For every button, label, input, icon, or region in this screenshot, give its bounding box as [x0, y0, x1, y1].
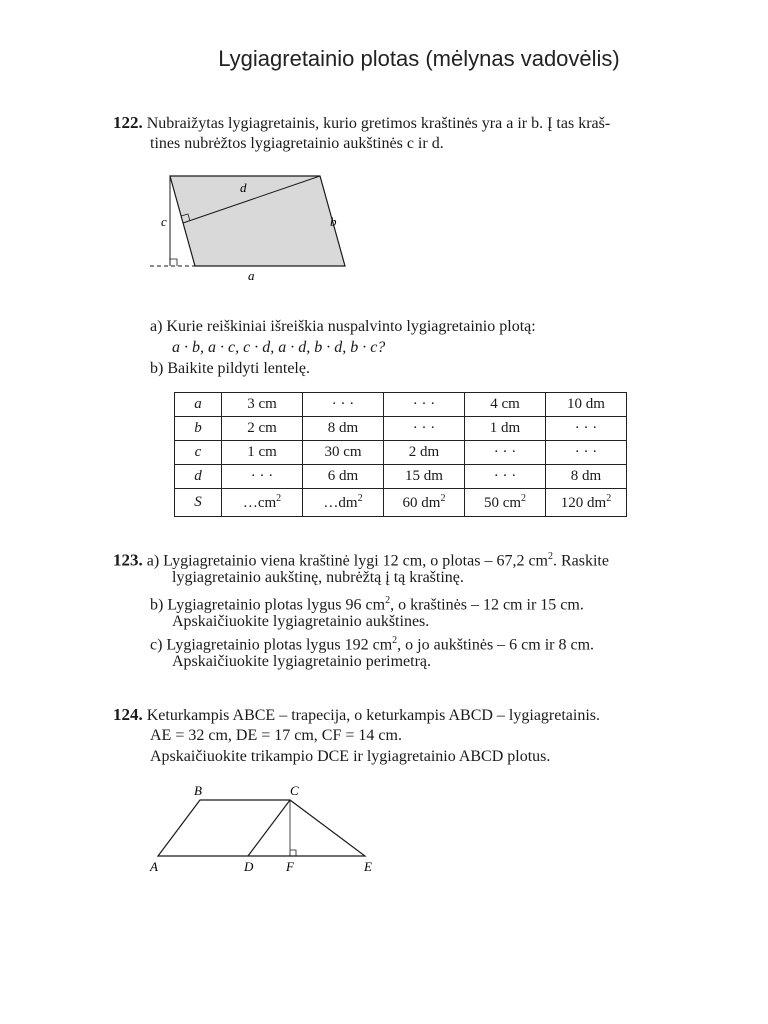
label-c-vertex: C [290, 783, 299, 798]
table-row [175, 417, 627, 441]
table-cell: 8 dm [303, 417, 384, 441]
problem-123-c-line1: c) Lygiagretainio plotas lygus 192 $cm^2$, o jo aukštinės – 6 cm ir 8 cm. [150, 635, 595, 654]
table-row [175, 489, 627, 517]
problem-124-line3: Apskaičiuokite trikampio DCE ir lygiagretainio ABCD plotus. [150, 748, 551, 765]
table-cell: · · · [546, 441, 627, 465]
row-header-c: c [175, 441, 222, 465]
problem-123-a-line1: 123. a) Lygiagretainio viena kraštinė lygi 12 cm, o plotas – 67,2 $cm^2$. Raskite [113, 550, 609, 570]
trapezoid-figure [140, 780, 390, 880]
row-header-b: b [175, 417, 222, 441]
label-c: c [161, 214, 167, 229]
label-d-vertex: D [244, 859, 254, 874]
table-cell: 2 dm [384, 441, 465, 465]
table-cell: · · · [465, 441, 546, 465]
parallelogram-figure [145, 168, 360, 288]
row-header-s: S [175, 489, 222, 517]
table-cell: 30 cm [303, 441, 384, 465]
trapezoid-abce [158, 800, 365, 856]
label-b: b [330, 214, 337, 229]
table-cell: 6 dm [303, 465, 384, 489]
table-row [175, 465, 627, 489]
problem-122-line1 [113, 112, 610, 134]
table-cell: 50 $cm^2$ [465, 489, 546, 517]
label-a: a [248, 268, 255, 283]
problem-123-a-line2: lygiagretainio aukštinę, nubrėžtą į tą kraštinę. [172, 569, 464, 586]
table-cell: 8 dm [546, 465, 627, 489]
table-row [175, 393, 627, 417]
label-d: d [240, 180, 247, 195]
table-cell: 1 dm [465, 417, 546, 441]
table-cell: 2 cm [222, 417, 303, 441]
problem-124-line2: AE = 32 cm, DE = 17 cm, CF = 14 cm. [150, 727, 402, 744]
problem-122-text-1: Nubraižytas lygiagretainis, kurio gretimos kraštinės yra a ir b. Į tas kraš- [146, 115, 611, 132]
label-f-vertex: F [286, 859, 294, 874]
right-angle-mark-c [170, 259, 177, 266]
problem-124-line1: 124. Keturkampis ABCE – trapecija, o keturkampis ABCD – lygiagretainis. [113, 705, 601, 724]
row-header-a: a [175, 393, 222, 417]
problem-122-question-a: a) Kurie reiškiniai išreiškia nuspalvinto lygiagretainio plotą: [150, 318, 536, 335]
table-cell: 1 cm [222, 441, 303, 465]
table-cell: $\dots cm^2$ [222, 489, 303, 517]
table-cell: 15 dm [384, 465, 465, 489]
label-e-vertex: E [364, 859, 372, 874]
page-title: Lygiagretainio plotas (mėlynas vadovėlis) [218, 46, 620, 71]
table-cell: 60 $dm^2$ [384, 489, 465, 517]
table-cell: · · · [465, 465, 546, 489]
problem-124-number: 124. [113, 705, 143, 724]
table-cell: · · · [384, 393, 465, 417]
table-cell: 10 dm [546, 393, 627, 417]
problem-122-options: a · b, a · c, c · d, a · d, b · d, b · c? [172, 339, 386, 356]
problem-122-question-b: b) Baikite pildyti lentelę. [150, 360, 310, 377]
problem-123-c-line2: Apskaičiuokite lygiagretainio perimetrą. [172, 653, 432, 670]
label-b-vertex: B [194, 783, 202, 798]
table-cell: $\dots dm^2$ [303, 489, 384, 517]
table-cell: · · · [384, 417, 465, 441]
table-cell: · · · [222, 465, 303, 489]
table-cell: 4 cm [465, 393, 546, 417]
problem-123-b-line1: b) Lygiagretainio plotas lygus 96 $cm^2$, o kraštinės – 12 cm ir 15 cm. [150, 595, 584, 614]
table-row [175, 441, 627, 465]
problem-123-number: 123. [113, 550, 143, 570]
table-cell: 3 cm [222, 393, 303, 417]
table-cell: · · · [546, 417, 627, 441]
label-a-vertex: A [150, 859, 158, 874]
values-table [174, 392, 627, 517]
shaded-parallelogram [170, 176, 345, 266]
table-cell: 120 $dm^2$ [546, 489, 627, 517]
segment-dc [248, 800, 290, 856]
problem-122-number: 122. [113, 113, 143, 132]
problem-122-line2: tines nubrėžtos lygiagretainio aukštinės c ir d. [150, 135, 444, 152]
table-cell: · · · [303, 393, 384, 417]
problem-123-b-line2: Apskaičiuokite lygiagretainio aukštines. [172, 613, 430, 630]
row-header-d: d [175, 465, 222, 489]
right-angle-mark-f [290, 850, 296, 856]
